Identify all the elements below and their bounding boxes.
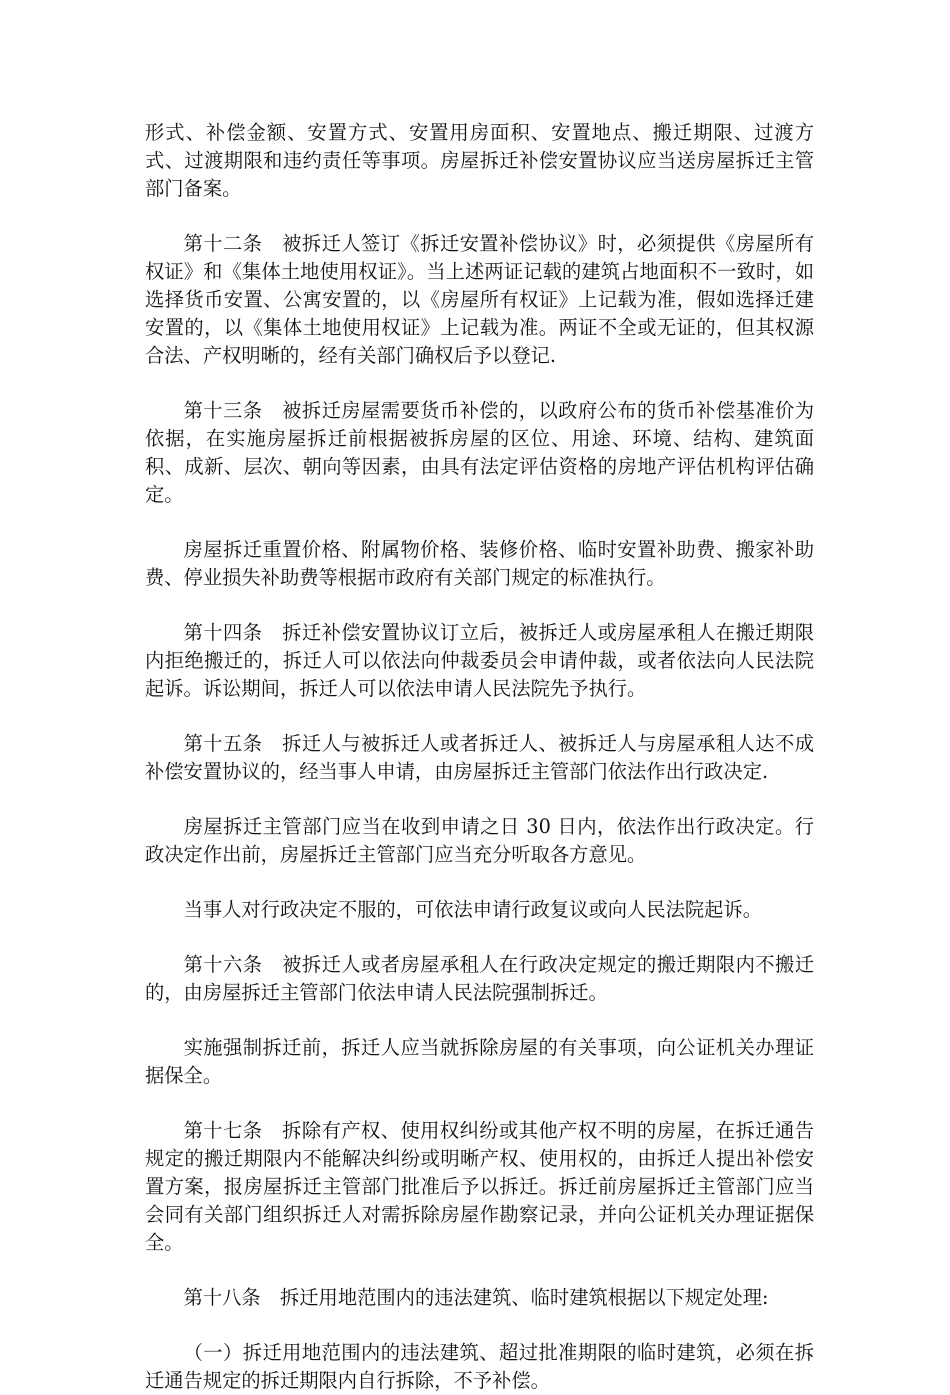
paragraph-article-15-cont-2: 当事人对行政决定不服的，可依法申请行政复议或向人民法院起诉。 <box>183 898 763 921</box>
paragraph-article-12: 第十二条 被拆迁人签订《拆迁安置补偿协议》时，必须提供《房屋所有权证》和《集体土地使用权证》。当上述两证记载的建筑占地面积不一致时，如选择货币安置、公寓安置的，以《房屋所有权证》上记载为准，假如选择迁建安置的，以《集体土地使用权证》上记载为准。两证不全或无证的，但其权源合法、产权明晰的，经有关部门确权后予以登记. <box>145 232 814 367</box>
paragraph-article-13-cont: 房屋拆迁重置价格、附属物价格、装修价格、临时安置补助费、搬家补助费、停业损失补助费等根据市政府有关部门规定的标准执行。 <box>145 538 814 589</box>
paragraph-article-18: 第十八条 拆迁用地范围内的违法建筑、临时建筑根据以下规定处理: <box>183 1286 769 1309</box>
paragraph-article-15: 第十五条 拆迁人与被拆迁人或者拆迁人、被拆迁人与房屋承租人达不成补偿安置协议的，经当事人申请，由房屋拆迁主管部门依法作出行政决定. <box>145 732 814 783</box>
paragraph-article-17: 第十七条 拆除有产权、使用权纠纷或其他产权不明的房屋，在拆迁通告规定的搬迁期限内不能解决纠纷或明晰产权、使用权的，由拆迁人提出补偿安置方案，报房屋拆迁主管部门批准后予以拆迁。拆迁前房屋拆迁主管部门应当会同有关部门组织拆迁人对需拆除房屋作勘察记录，并向公证机关办理证据保全。 <box>145 1119 814 1254</box>
paragraph-article-18-item-1: （一）拆迁用地范围内的违法建筑、超过批准期限的临时建筑，必须在拆迁通告规定的拆迁期限内自行拆除，不予补偿。 <box>145 1341 814 1392</box>
paragraph-article-14: 第十四条 拆迁补偿安置协议订立后，被拆迁人或房屋承租人在搬迁期限内拒绝搬迁的，拆迁人可以依法向仲裁委员会申请仲裁，或者依法向人民法院起诉。诉讼期间，拆迁人可以依法申请人民法院先予执行。 <box>145 621 814 700</box>
paragraph-article-15-cont-1: 房屋拆迁主管部门应当在收到申请之日 30 日内，依法作出行政决定。行政决定作出前，房屋拆迁主管部门应当充分听取各方意见。 <box>145 815 814 866</box>
paragraph-article-16: 第十六条 被拆迁人或者房屋承租人在行政决定规定的搬迁期限内不搬迁的，由房屋拆迁主管部门依法申请人民法院强制拆迁。 <box>145 953 814 1004</box>
paragraph-article-16-cont: 实施强制拆迁前，拆迁人应当就拆除房屋的有关事项，向公证机关办理证据保全。 <box>145 1036 814 1087</box>
paragraph-continued: 形式、补偿金额、安置方式、安置用房面积、安置地点、搬迁期限、过渡方式、过渡期限和违约责任等事项。房屋拆迁补偿安置协议应当送房屋拆迁主管部门备案。 <box>145 121 814 200</box>
paragraph-article-13: 第十三条 被拆迁房屋需要货币补偿的，以政府公布的货币补偿基准价为依据，在实施房屋拆迁前根据被拆房屋的区位、用途、环境、结构、建筑面积、成新、层次、朝向等因素，由具有法定评估资格的房地产评估机构评估确定。 <box>145 399 814 506</box>
